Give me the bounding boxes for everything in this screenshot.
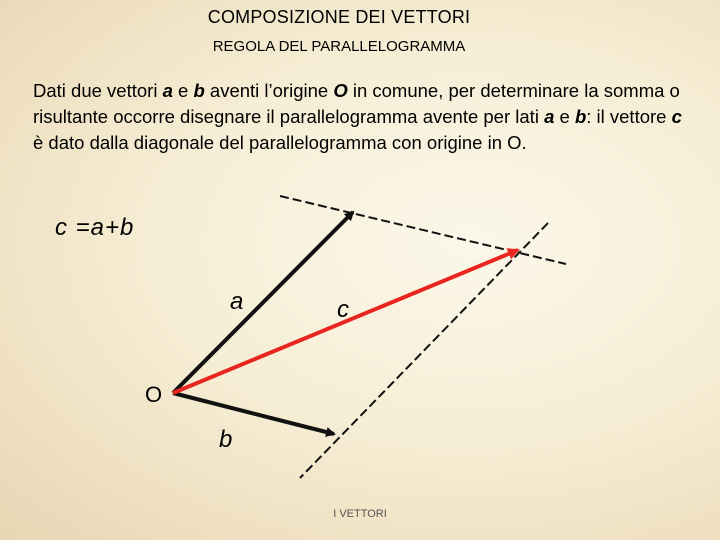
vector-b-label: b: [219, 426, 233, 453]
vector-b-ref: b: [193, 80, 205, 101]
text-segment: Dati due vettori: [33, 80, 163, 101]
sum-formula: c =a+b: [55, 214, 135, 241]
dashed-line-top: [280, 196, 566, 264]
origin-ref: O: [333, 80, 348, 101]
vector-a-arrow: [173, 212, 353, 393]
vector-b-ref: b: [574, 106, 587, 127]
vector-a-ref: a: [162, 80, 173, 101]
text-segment: in comune, per determinare la somma o risultante occorre disegnare il parallelogramma avente per lati: [33, 80, 680, 127]
text-segment: : il vettore: [586, 106, 672, 127]
vector-c-label: c: [337, 296, 349, 323]
text-segment: e: [554, 106, 575, 127]
footer-text: I VETTORI: [333, 508, 387, 520]
vector-a-ref: a: [544, 106, 555, 127]
vector-a-label: a: [230, 288, 244, 315]
page-title: COMPOSIZIONE DEI VETTORI: [207, 7, 471, 27]
text-segment: e: [172, 80, 194, 101]
dashed-line-right: [300, 223, 548, 478]
vector-b-arrow: [173, 393, 334, 434]
page-subtitle: REGOLA DEL PARALLELOGRAMMA: [212, 38, 466, 55]
vector-c-ref: c: [671, 106, 682, 127]
text-segment: aventi l’origine: [204, 80, 334, 101]
text-segment: è dato dalla diagonale del parallelogramma con origine in O.: [33, 132, 527, 153]
origin-label: O: [145, 382, 163, 407]
